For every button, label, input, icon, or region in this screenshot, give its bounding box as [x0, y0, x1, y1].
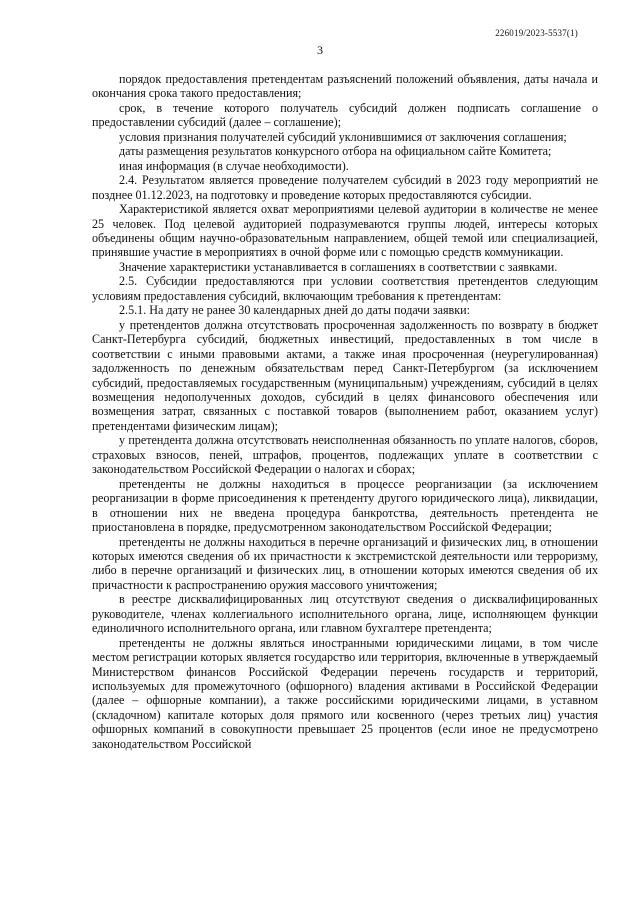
paragraph-other-info: иная информация (в случае необходимости). [119, 158, 349, 173]
paragraph-offshore-companies: претенденты не должны являться иностранными юридическими лицами, в том числе местом регистрации которых является государство или территория, включенные в утверждаемый Министерством финансов Российской Федерации перечень государств и территорий, используемых для промежуточного (офшорного) владения активами в Российской Федерации (далее – офшорные компании), а также российскими юридическими лицами, в уставном (складочном) капитале которых доля прямого или косвенного (через третьих лиц) участия офшорных компаний в совокупности превышает 25 процентов (если иное не предусмотрено законодательством Российской [92, 635, 598, 751]
paragraph-no-tax-obligation: у претендента должна отсутствовать неисполненная обязанность по уплате налогов, сборов, страховых взносов, пеней, штрафов, процентов, подлежащих уплате в соответствии с законодательством Российской Федерации о налогах и сборах; [92, 433, 598, 477]
paragraph-disqualified-persons: в реестре дисквалифицированных лиц отсутствуют сведения о дисквалифицированных руководителе, членах коллегиального исполнительного органа, лице, исполняющем функции единоличного исполнительного органа, или главном бухгалтере претендента; [92, 592, 598, 636]
document-body [92, 72, 598, 751]
paragraph-clarification-procedure: порядок предоставления претендентам разъяснений положений объявления, даты начала и окончания срока такого предоставления; [92, 72, 598, 101]
paragraph-section-2-5-conditions: 2.5. Субсидии предоставляются при условии соответствия претендентов следующим условиям предоставления субсидий, включающим требования к претендентам: [92, 274, 598, 303]
paragraph-section-2-4-result: 2.4. Результатом является проведение получателем субсидий в 2023 году мероприятий не позднее 01.12.2023, на подготовку и проведение которых предоставляются субсидии. [92, 173, 598, 202]
paragraph-no-reorganization: претенденты не должны находиться в процессе реорганизации (за исключением реорганизации в форме присоединения к претенденту другого юридического лица), ликвидации, в отношении них не введена процедура банкротства, деятельность претендента не приостановлена в порядке, предусмотренном законодательством Российской Федерации; [92, 476, 598, 535]
paragraph-characteristic-value: Значение характеристики устанавливается в соглашениях в соответствии с заявками. [119, 259, 558, 274]
document-reference-number: 226019/2023-5537(1) [495, 28, 578, 38]
paragraph-section-2-5-1: 2.5.1. На дату не ранее 30 календарных дней до даты подачи заявки: [119, 303, 470, 318]
paragraph-results-publication: даты размещения результатов конкурсного отбора на официальном сайте Комитета; [119, 144, 552, 159]
paragraph-agreement-term: срок, в течение которого получатель субсидий должен подписать соглашение о предоставлении субсидий (далее – соглашение); [92, 100, 598, 130]
paragraph-evasion-conditions: условия признания получателей субсидий уклонившимися от заключения соглашения; [119, 129, 567, 144]
paragraph-no-overdue-debt: у претендентов должна отсутствовать просроченная задолженность по возврату в бюджет Санкт-Петербурга субсидий, бюджетных инвестиций, предоставленных в том числе в соответствии с иными правовыми актами, а также иная просроченная (неурегулированная) задолженность по денежным обязательствам перед Санкт-Петербургом (за исключением субсидий, предоставляемых государственным (муниципальным) учреждениям, субсидий в целях возмещения недополученных доходов, субсидий в целях финансового обеспечения или возмещения затрат, связанных с поставкой товаров (выполнением работ, оказанием услуг) претендентами физическим лицам); [92, 317, 598, 433]
paragraph-characteristic: Характеристикой является охват мероприятиями целевой аудитории в количестве не менее 25 человек. Под целевой аудиторией подразумеваются группы людей, интересы которых объединены общим научно-образовательным направлением, общей темой или специализацией, принявшие участие в мероприятиях в очной форме или с помощью средств коммуникации. [92, 202, 598, 260]
page-number: 3 [317, 43, 323, 57]
paragraph-no-extremism-list: претенденты не должны находиться в перечне организаций и физических лиц, в отношении которых имеются сведения об их причастности к экстремистской деятельности или терроризму, либо в перечне организаций и физических лиц, в отношении которых имеются сведения об их причастности к распространению оружия массового уничтожения; [92, 534, 598, 592]
